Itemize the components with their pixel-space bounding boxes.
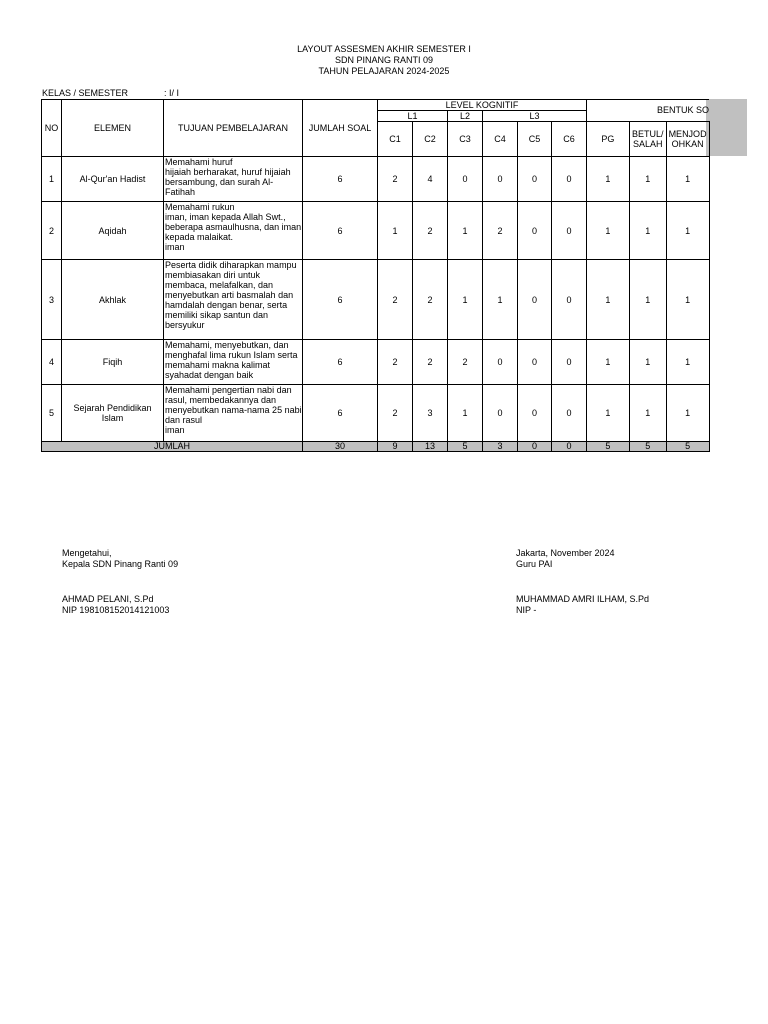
header-elemen: ELEMEN [62, 100, 164, 157]
row-no: 4 [42, 340, 62, 385]
row-elemen: Aqidah [62, 202, 164, 260]
row-tujuan: Memahami huruf hijaiah berharakat, huruf hijaiah bersambung, dan surah Al-Fatihah [164, 157, 303, 202]
row-menjodohkan: 1 [666, 385, 709, 442]
academic-year: TAHUN PELAJARAN 2024-2025 [318, 66, 450, 76]
row-elemen: Fiqih [62, 340, 164, 385]
teacher-nip: NIP - [516, 605, 537, 615]
row-c6: 0 [552, 202, 587, 260]
row-pg: 1 [587, 157, 630, 202]
row-menjodohkan: 1 [666, 260, 709, 340]
row-no: 1 [42, 157, 62, 202]
row-pg: 1 [587, 260, 630, 340]
row-betul-salah: 1 [629, 340, 666, 385]
row-c3: 1 [448, 385, 483, 442]
row-c6: 0 [552, 340, 587, 385]
total-row [42, 442, 710, 452]
row-pg: 1 [587, 340, 630, 385]
row-c3: 1 [448, 202, 483, 260]
row-c1: 2 [378, 157, 413, 202]
row-menjodohkan: 1 [666, 157, 709, 202]
row-c2: 2 [413, 340, 448, 385]
header-c4: C4 [483, 122, 518, 157]
row-betul-salah: 1 [629, 260, 666, 340]
header-tujuan: TUJUAN PEMBELAJARAN [164, 100, 303, 157]
header-l1: L1 [378, 111, 448, 122]
right-signature-name [516, 594, 649, 616]
header-pg: PG [587, 122, 630, 157]
total-c1: 9 [378, 442, 413, 452]
row-c1: 2 [378, 340, 413, 385]
total-c4: 3 [483, 442, 518, 452]
mengetahui-text: Mengetahui, [62, 548, 112, 558]
table-row [42, 385, 710, 442]
total-betul-salah: 5 [629, 442, 666, 452]
header-c1: C1 [378, 122, 413, 157]
principal-name: AHMAD PELANI, S.Pd [62, 594, 154, 604]
row-c4: 0 [483, 385, 518, 442]
header-bentuk-soal: BENTUK SO [587, 100, 710, 122]
row-c1: 1 [378, 202, 413, 260]
row-tujuan: Peserta didik diharapkan mampu membiasakan diri untuk membaca, melafalkan, dan menyebutkan arti basmalah dan hamdalah dengan benar, serta memiliki sikap santun dan bersyukur [164, 260, 303, 340]
total-c3: 5 [448, 442, 483, 452]
row-c4: 0 [483, 157, 518, 202]
row-jumlah: 6 [303, 157, 378, 202]
row-c6: 0 [552, 157, 587, 202]
row-tujuan: Memahami rukun iman, iman kepada Allah Swt., beberapa asmaulhusna, dan iman kepada malaikat. iman [164, 202, 303, 260]
header-no: NO [42, 100, 62, 157]
row-c5: 0 [518, 260, 552, 340]
total-menjodohkan: 5 [666, 442, 709, 452]
row-tujuan: Memahami, menyebutkan, dan menghafal lima rukun Islam serta memahami makna kalimat syahadat dengan baik [164, 340, 303, 385]
right-signature-heading [516, 548, 615, 570]
row-pg: 1 [587, 202, 630, 260]
row-betul-salah: 1 [629, 202, 666, 260]
row-jumlah: 6 [303, 340, 378, 385]
row-c5: 0 [518, 157, 552, 202]
row-menjodohkan: 1 [666, 340, 709, 385]
row-c5: 0 [518, 202, 552, 260]
row-c1: 2 [378, 260, 413, 340]
row-c4: 2 [483, 202, 518, 260]
header-l2: L2 [448, 111, 483, 122]
assessment-table [41, 99, 710, 452]
row-c2: 4 [413, 157, 448, 202]
row-no: 3 [42, 260, 62, 340]
table-row [42, 157, 710, 202]
principal-title: Kepala SDN Pinang Ranti 09 [62, 559, 179, 569]
row-c3: 2 [448, 340, 483, 385]
row-tujuan: Memahami pengertian nabi dan rasul, membedakannya dan menyebutkan nama-nama 25 nabi dan rasul iman [164, 385, 303, 442]
header-c3: C3 [448, 122, 483, 157]
row-jumlah: 6 [303, 260, 378, 340]
place-date: Jakarta, November 2024 [516, 548, 615, 558]
row-jumlah: 6 [303, 202, 378, 260]
total-c2: 13 [413, 442, 448, 452]
row-elemen: Sejarah Pendidikan Islam [62, 385, 164, 442]
row-c6: 0 [552, 260, 587, 340]
header-c5: C5 [518, 122, 552, 157]
total-label: JUMLAH [42, 442, 303, 452]
kelas-semester-value: : I/ I [164, 88, 180, 98]
row-no: 5 [42, 385, 62, 442]
total-c5: 0 [518, 442, 552, 452]
row-no: 2 [42, 202, 62, 260]
teacher-name: MUHAMMAD AMRI ILHAM, S.Pd [516, 594, 650, 604]
row-jumlah: 6 [303, 385, 378, 442]
row-elemen: Al-Qur'an Hadist [62, 157, 164, 202]
row-c2: 2 [413, 202, 448, 260]
row-c2: 2 [413, 260, 448, 340]
school-name: SDN PINANG RANTI 09 [334, 55, 434, 65]
header-level-kognitif: LEVEL KOGNITIF [378, 100, 587, 111]
left-signature-name [62, 594, 169, 616]
header-l3: L3 [483, 111, 587, 122]
row-c1: 2 [378, 385, 413, 442]
header-c6: C6 [552, 122, 587, 157]
row-betul-salah: 1 [629, 385, 666, 442]
left-signature-heading [62, 548, 178, 570]
row-menjodohkan: 1 [666, 202, 709, 260]
row-c3: 0 [448, 157, 483, 202]
row-pg: 1 [587, 385, 630, 442]
header-menjodohkan: MENJOD OHKAN [666, 122, 709, 157]
row-betul-salah: 1 [629, 157, 666, 202]
principal-nip: NIP 198108152014121003 [62, 605, 170, 615]
row-c4: 1 [483, 260, 518, 340]
table-row [42, 260, 710, 340]
grey-header-block [706, 99, 747, 156]
row-c2: 3 [413, 385, 448, 442]
teacher-title: Guru PAI [516, 559, 553, 569]
table-row [42, 340, 710, 385]
header-jumlah-soal: JUMLAH SOAL [303, 100, 378, 157]
total-jumlah: 30 [303, 442, 378, 452]
header-c2: C2 [413, 122, 448, 157]
total-c6: 0 [552, 442, 587, 452]
row-c6: 0 [552, 385, 587, 442]
document-title: LAYOUT ASSESMEN AKHIR SEMESTER I [297, 44, 471, 54]
total-pg: 5 [587, 442, 630, 452]
kelas-semester-label: KELAS / SEMESTER [42, 88, 129, 98]
row-c5: 0 [518, 385, 552, 442]
row-c3: 1 [448, 260, 483, 340]
row-c4: 0 [483, 340, 518, 385]
row-elemen: Akhlak [62, 260, 164, 340]
row-c5: 0 [518, 340, 552, 385]
header-betul-salah: BETUL/ SALAH [629, 122, 666, 157]
table-row [42, 202, 710, 260]
